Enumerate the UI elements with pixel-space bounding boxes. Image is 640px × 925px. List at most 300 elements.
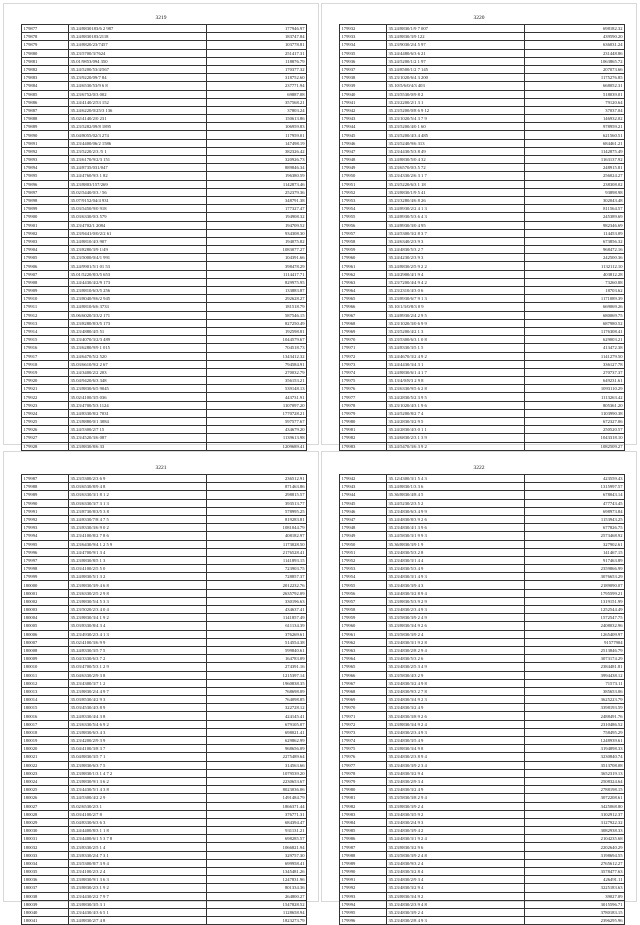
amount-cell: 114453.09 <box>525 229 625 237</box>
record-id-cell: 179908 <box>22 278 69 286</box>
reference-code-cell: 35.23/6280/9/9 1 015 <box>69 344 207 352</box>
amount-cell: 684461.21 <box>525 139 625 147</box>
table-row <box>22 295 307 303</box>
record-id-cell: 179911 <box>22 303 69 311</box>
reference-code-cell: 35.23/4830/2/4 9 3 <box>387 818 525 826</box>
reference-code-cell: 35.03/4100/2/5 5 0 <box>69 565 207 573</box>
table-row <box>340 532 625 540</box>
record-id-cell: 179923 <box>22 401 69 409</box>
reference-code-cell: 35.23/3280/4/6 8 26 <box>387 196 525 204</box>
amount-cell: 698021.41 <box>207 728 307 736</box>
record-id-cell: 179948 <box>340 524 387 532</box>
reference-code-cell: 35.23/8040/9/6/2 945 <box>69 295 207 303</box>
reference-code-cell: 35.24/4830/5/3 2 7 <box>387 246 525 254</box>
table-row <box>22 196 307 204</box>
reference-code-cell: 35.02/4100/3/6 9 9 <box>69 638 207 646</box>
amount-cell: 147498.19 <box>207 139 307 147</box>
table-row <box>340 777 625 785</box>
table-row <box>22 884 307 892</box>
record-id-cell: 180006 <box>22 630 69 638</box>
record-id-cell: 179983 <box>340 442 387 450</box>
reference-code-cell: 35.23/8280/8/3/5 173 <box>69 319 207 327</box>
record-id-cell: 179951 <box>340 548 387 556</box>
reference-code-cell: 35.23/4830/3/2 9 4 <box>387 884 525 892</box>
record-id-cell: 180007 <box>22 638 69 646</box>
table-row <box>340 188 625 196</box>
reference-code-cell: 35.23/9030/2/4 5 97 <box>387 41 525 49</box>
table-row <box>340 638 625 646</box>
table-row <box>22 908 307 916</box>
reference-code-cell: 35.24/9901/5/1 01 53 <box>69 262 207 270</box>
amount-cell: 672327.06 <box>525 418 625 426</box>
table-row <box>22 49 307 57</box>
table-row <box>22 360 307 368</box>
reference-code-cell: 35.23/8830/6/3 4 3 <box>69 728 207 736</box>
record-id-cell: 179913 <box>22 319 69 327</box>
table-row <box>22 524 307 532</box>
amount-cell: 408182.97 <box>207 532 307 540</box>
table-row <box>340 671 625 679</box>
table-row <box>340 123 625 131</box>
record-id-cell: 179962 <box>340 270 387 278</box>
amount-cell: 1081044.79 <box>207 524 307 532</box>
record-id-cell: 180020 <box>22 745 69 753</box>
reference-code-cell: 35.04/9420/6/3 348 <box>69 377 207 385</box>
reference-code-cell: 35.23/8830/5/3 9 2 9 <box>387 597 525 605</box>
record-id-cell: 179921 <box>22 385 69 393</box>
record-id-cell: 180040 <box>22 908 69 916</box>
amount-cell: 811564.57 <box>525 205 625 213</box>
reference-code-cell: 35.24/2830/4/3 0 1 1 <box>387 426 525 434</box>
record-id-cell: 179899 <box>22 205 69 213</box>
reference-code-cell: 35.24/8330/3/5 1 5 <box>387 344 525 352</box>
record-id-cell: 180013 <box>22 687 69 695</box>
record-id-cell: 179975 <box>340 377 387 385</box>
reference-code-cell: 35.04/6330/2/9 3 8 <box>69 671 207 679</box>
reference-code-cell: 35.23/4430/5/1 4 3 8 <box>69 786 207 794</box>
record-id-cell: 179977 <box>340 393 387 401</box>
reference-code-cell: 35.23/8830/3/4 9 2 6 <box>387 622 525 630</box>
reference-code-cell: 35.23/8330/2/4 7 3 1 <box>69 851 207 859</box>
record-id-cell: 180035 <box>22 868 69 876</box>
amount-cell: 1139613.98 <box>207 434 307 442</box>
record-id-cell: 179879 <box>22 41 69 49</box>
record-id-cell: 179885 <box>22 90 69 98</box>
reference-code-cell: 35.23/4430/2/2 7 9 7 <box>69 892 207 900</box>
record-id-cell: 179943 <box>340 115 387 123</box>
record-id-cell: 180027 <box>22 802 69 810</box>
reference-code-cell: 35.23/8830/3/9 4 6 8 <box>69 581 207 589</box>
reference-code-cell: 35.23/8830/6/3 7 5 <box>69 761 207 769</box>
table-row <box>340 728 625 736</box>
table-row <box>22 311 307 319</box>
record-id-cell: 179958 <box>340 237 387 245</box>
amount-cell: 1043318.10 <box>525 434 625 442</box>
reference-code-cell: 35.23/7200/4/4 9 4 2 <box>387 278 525 286</box>
reference-code-cell: 35.03/6330/0/3 579 <box>69 213 207 221</box>
amount-cell: 698973.84 <box>525 507 625 515</box>
amount-cell: 819283.81 <box>207 515 307 523</box>
record-id-cell: 179918 <box>22 360 69 368</box>
reference-code-cell: 35.23/1020/6/4 3 200 <box>387 74 525 82</box>
record-id-cell: 179979 <box>340 409 387 417</box>
amount-cell: 177946.97 <box>207 25 307 33</box>
record-id-cell: 179952 <box>340 188 387 196</box>
amount-cell: 237771.94 <box>207 82 307 90</box>
table-row <box>22 646 307 654</box>
reference-code-cell: 35.24/6830/2/3 1 3 9 <box>387 434 525 442</box>
reference-code-cell: 35.24/8735/031/047 <box>69 164 207 172</box>
amount-cell: 426491.11 <box>525 876 625 884</box>
record-id-cell: 179969 <box>340 327 387 335</box>
record-id-cell: 179997 <box>22 556 69 564</box>
table-row <box>340 385 625 393</box>
record-id-cell: 179936 <box>340 57 387 65</box>
reference-code-cell: 35.23/8830/3/4 9 2 4 <box>387 720 525 728</box>
reference-code-cell: 35.23/4830/3/1 4 4 <box>387 556 525 564</box>
table-row <box>340 810 625 818</box>
record-id-cell: 180041 <box>22 917 69 925</box>
table-row <box>340 589 625 597</box>
data-table <box>339 24 625 475</box>
table-row <box>340 540 625 548</box>
table-row <box>340 524 625 532</box>
table-row <box>22 352 307 360</box>
record-id-cell: 179944 <box>340 491 387 499</box>
amount-cell: 968472.16 <box>525 246 625 254</box>
amount-cell: 827250.49 <box>207 319 307 327</box>
reference-code-cell: 35.23/6330/2/5 2 9 8 <box>69 589 207 597</box>
table-row <box>340 115 625 123</box>
amount-cell: 170377.32 <box>207 65 307 73</box>
amount-cell: 2513846.79 <box>525 646 625 654</box>
table-row <box>22 638 307 646</box>
table-row <box>340 622 625 630</box>
amount-cell: 146932.02 <box>525 115 625 123</box>
table-row <box>22 671 307 679</box>
amount-cell: 2788198.15 <box>525 786 625 794</box>
reference-code-cell: 35.23/6170/9/2/3 151 <box>69 156 207 164</box>
record-id-cell: 180039 <box>22 900 69 908</box>
record-id-cell: 179975 <box>340 745 387 753</box>
amount-cell: 1141857.49 <box>207 614 307 622</box>
record-id-cell: 179895 <box>22 172 69 180</box>
record-id-cell: 179992 <box>22 515 69 523</box>
record-id-cell: 179990 <box>22 499 69 507</box>
table-row <box>340 196 625 204</box>
amount-cell: 320926.73 <box>207 156 307 164</box>
table-row <box>22 589 307 597</box>
table-row <box>22 336 307 344</box>
table-row <box>340 884 625 892</box>
amount-cell: 1103990.38 <box>525 409 625 417</box>
amount-cell: 327902.61 <box>525 540 625 548</box>
amount-cell: 1343412.32 <box>207 352 307 360</box>
page-3219 <box>4 4 318 449</box>
amount-cell: 1066821.94 <box>207 843 307 851</box>
record-id-cell: 179967 <box>340 311 387 319</box>
amount-cell: 376269.61 <box>207 630 307 638</box>
record-id-cell: 179957 <box>340 597 387 605</box>
reference-code-cell: 35.23/5020/2/3 4 0 4 <box>69 606 207 614</box>
reference-code-cell: 35.23/4830/2/8 2 9 4 <box>387 646 525 654</box>
table-row <box>340 418 625 426</box>
table-row <box>22 106 307 114</box>
page-number: 3219 <box>155 15 167 21</box>
record-id-cell: 179996 <box>340 917 387 925</box>
reference-code-cell: 35.04/3330/6/3 7 2 <box>69 655 207 663</box>
table-row <box>22 319 307 327</box>
record-id-cell: 180037 <box>22 884 69 892</box>
amount-cell: 73260.88 <box>525 278 625 286</box>
table-row <box>22 442 307 450</box>
reference-code-cell: 35.02/4140/2/0 231 <box>69 115 207 123</box>
amount-cell: 629003.21 <box>525 336 625 344</box>
record-id-cell: 179973 <box>340 728 387 736</box>
record-id-cell: 179982 <box>340 434 387 442</box>
record-id-cell: 179932 <box>340 25 387 33</box>
record-id-cell: 179960 <box>340 254 387 262</box>
reference-code-cell: 35.23/5240/9/6 313 <box>387 139 525 147</box>
amount-cell: 336127.78 <box>525 360 625 368</box>
record-id-cell: 180001 <box>22 589 69 597</box>
amount-cell: 330196.63 <box>207 597 307 605</box>
reference-code-cell: 35.23/4830/3/9 4 3 <box>387 581 525 589</box>
reference-code-cell: 35.23/4830/3/9 4 2 <box>387 827 525 835</box>
record-id-cell: 179994 <box>22 532 69 540</box>
record-id-cell: 180002 <box>22 597 69 605</box>
record-id-cell: 179998 <box>22 565 69 573</box>
amount-cell: 2230653.67 <box>207 777 307 785</box>
reference-code-cell: 35.24/8830183/2118 <box>69 33 207 41</box>
record-id-cell: 179947 <box>340 515 387 523</box>
table-row <box>340 426 625 434</box>
record-id-cell: 180022 <box>22 761 69 769</box>
record-id-cell: 179963 <box>340 646 387 654</box>
amount-cell: 1823273.79 <box>207 917 307 925</box>
reference-code-cell: 35.23/4830/3/9 2 4 <box>387 908 525 916</box>
reference-code-cell: 35.23/8280/3/9 1/49 <box>69 246 207 254</box>
amount-cell: 704518.73 <box>207 344 307 352</box>
table-row <box>22 655 307 663</box>
table-row <box>340 278 625 286</box>
table-row <box>22 213 307 221</box>
amount-cell: 181518.79 <box>207 303 307 311</box>
table-row <box>340 237 625 245</box>
record-id-cell: 179902 <box>22 229 69 237</box>
table-row <box>340 843 625 851</box>
record-id-cell: 179878 <box>22 33 69 41</box>
table-row <box>340 908 625 916</box>
reference-code-cell: 35.23/4100/2/3 2 4 <box>69 868 207 876</box>
reference-code-cell: 35.24/5230/2/3 5 2 <box>387 499 525 507</box>
amount-cell: 150613.86 <box>207 115 307 123</box>
table-row <box>340 827 625 835</box>
data-table <box>21 474 307 925</box>
reference-code-cell: 35.24/8830/6/1 4 1 7 <box>387 368 525 376</box>
reference-code-cell: 35.23/4830/2/8 4 9 3 <box>387 917 525 925</box>
reference-code-cell: 35.24/8930/3/0 4 95 <box>387 221 525 229</box>
table-row <box>22 696 307 704</box>
amount-cell: 3082938.33 <box>525 827 625 835</box>
table-row <box>340 646 625 654</box>
reference-code-cell: 35.23/4830/3/8 9 2 6 <box>387 712 525 720</box>
table-row <box>340 556 625 564</box>
record-id-cell: 179928 <box>22 442 69 450</box>
amount-cell: 678043.14 <box>525 491 625 499</box>
amount-cell: 106959.83 <box>207 123 307 131</box>
amount-cell: 3994438.12 <box>525 671 625 679</box>
reference-code-cell: 35.24/5300/2/7 15 <box>69 426 207 434</box>
table-row <box>340 818 625 826</box>
reference-code-cell: 35.24/4830/3/2 8 9 4 <box>387 589 525 597</box>
table-row <box>22 237 307 245</box>
reference-code-cell: 35.03/8330/8/4 3 4 <box>69 622 207 630</box>
record-id-cell: 179948 <box>340 156 387 164</box>
amount-cell: 270032.79 <box>207 368 307 376</box>
record-id-cell: 179993 <box>340 892 387 900</box>
table-row <box>340 262 625 270</box>
record-id-cell: 179949 <box>340 164 387 172</box>
table-row <box>340 147 625 155</box>
reference-code-cell: 35.24/5200/1/2 1 97 <box>387 57 525 65</box>
reference-code-cell: 35.10/1/3/0/8/3 0 9 <box>387 303 525 311</box>
table-row <box>22 597 307 605</box>
record-id-cell: 179999 <box>22 573 69 581</box>
amount-cell: 1252544.49 <box>525 606 625 614</box>
record-id-cell: 180024 <box>22 777 69 785</box>
record-id-cell: 179981 <box>340 794 387 802</box>
reference-code-cell: 35.23/4830/2/9 3 4 <box>387 876 525 884</box>
record-id-cell: 179888 <box>22 115 69 123</box>
table-row <box>22 418 307 426</box>
reference-code-cell: 35.04/8055/02/3 274 <box>69 131 207 139</box>
amount-cell: 2508324.64 <box>525 777 625 785</box>
record-id-cell: 179945 <box>340 499 387 507</box>
reference-code-cell: 35.24/4830/3/1 9 2 4 <box>387 835 525 843</box>
amount-cell: 264800.27 <box>207 892 307 900</box>
amount-cell: 968656.09 <box>207 745 307 753</box>
reference-code-cell: 35.02/6530/2/3 1 <box>69 802 207 810</box>
table-row <box>22 859 307 867</box>
record-id-cell: 179915 <box>22 336 69 344</box>
amount-cell: 236512.91 <box>207 475 307 483</box>
amount-cell: 1315997.57 <box>525 483 625 491</box>
reference-code-cell: 35.24/8830/5/0 4 32 <box>387 156 525 164</box>
table-row <box>340 360 625 368</box>
record-id-cell: 179954 <box>340 205 387 213</box>
record-id-cell: 179910 <box>22 295 69 303</box>
amount-cell: 133883.87 <box>207 287 307 295</box>
table-row <box>340 597 625 605</box>
record-id-cell: 179992 <box>340 884 387 892</box>
table-row <box>22 262 307 270</box>
record-id-cell: 179962 <box>340 638 387 646</box>
reference-code-cell: 35.24/8830/1/9 7 007 <box>387 25 525 33</box>
record-id-cell: 179953 <box>340 196 387 204</box>
reference-code-cell: 35.23/4702/1 2084 <box>69 221 207 229</box>
reference-code-cell: 35.23/5220/6/3 1 18 <box>387 180 525 188</box>
amount-cell: 3015596.71 <box>525 900 625 908</box>
table-row <box>22 287 307 295</box>
record-id-cell: 179961 <box>340 262 387 270</box>
amount-cell: 1163137.92 <box>525 156 625 164</box>
amount-cell: 79120.64 <box>525 98 625 106</box>
reference-code-cell: 35.24/8830/1/3 3 6 <box>387 483 525 491</box>
amount-cell: 103778.81 <box>207 41 307 49</box>
table-row <box>22 172 307 180</box>
table-row <box>340 900 625 908</box>
amount-cell: 982346.69 <box>525 221 625 229</box>
reference-code-cell: 35.23/5282/09/8 1895 <box>69 123 207 131</box>
amount-cell: 629862.99 <box>207 737 307 745</box>
table-row <box>22 745 307 753</box>
amount-cell: 69887.08 <box>207 90 307 98</box>
reference-code-cell: 35.24/5200/53/4/567 <box>69 65 207 73</box>
amount-cell: 1141279.50 <box>525 352 625 360</box>
amount-cell: 1132112.10 <box>525 262 625 270</box>
reference-code-cell: 35.10/5/6/0/4/3 403 <box>387 82 525 90</box>
table-row <box>22 622 307 630</box>
record-id-cell: 179955 <box>340 213 387 221</box>
table-row <box>22 139 307 147</box>
table-row <box>22 687 307 695</box>
record-id-cell: 179914 <box>22 327 69 335</box>
record-id-cell: 179980 <box>340 786 387 794</box>
reference-code-cell: 35.24/4760/9/3 1 82 <box>69 172 207 180</box>
reference-code-cell: 35.24/6530/53/9 6 8 <box>69 82 207 90</box>
reference-code-cell: 35.23/4070/3/2/3 489 <box>69 336 207 344</box>
amount-cell: 1079539.20 <box>207 769 307 777</box>
record-id-cell: 179996 <box>22 548 69 556</box>
amount-cell: 2202640.29 <box>525 843 625 851</box>
amount-cell: 164783.09 <box>207 655 307 663</box>
amount-cell: 2765612.27 <box>525 859 625 867</box>
table-row <box>22 303 307 311</box>
table-row <box>340 82 625 90</box>
record-id-cell: 179891 <box>22 139 69 147</box>
amount-cell: 382326.42 <box>207 147 307 155</box>
amount-cell: 117959.01 <box>207 131 307 139</box>
reference-code-cell: 35.23/4400/6/1 5 3 7 8 <box>69 835 207 843</box>
table-row <box>22 344 307 352</box>
amount-cell: 403812.28 <box>525 270 625 278</box>
table-row <box>22 254 307 262</box>
record-id-cell: 179893 <box>22 156 69 164</box>
record-id-cell: 179964 <box>340 287 387 295</box>
amount-cell: 424145.41 <box>207 712 307 720</box>
table-row <box>340 794 625 802</box>
amount-cell: 194709.52 <box>207 221 307 229</box>
amount-cell: 723903.75 <box>207 565 307 573</box>
record-id-cell: 179942 <box>340 106 387 114</box>
amount-cell: 39027.09 <box>525 892 625 900</box>
record-id-cell: 179933 <box>340 33 387 41</box>
table-row <box>22 82 307 90</box>
reference-code-cell: 35.23/8830/6/5 9045 <box>69 385 207 393</box>
reference-code-cell: 35.23/5200/4/3 4 485 <box>387 131 525 139</box>
table-row <box>22 164 307 172</box>
amount-cell: 3073174.29 <box>525 655 625 663</box>
amount-cell: 385653.06 <box>525 687 625 695</box>
table-row <box>22 630 307 638</box>
page-number: 3221 <box>155 465 167 471</box>
reference-code-cell: 35.23/4830/3/9 2 3 4 <box>387 761 525 769</box>
reference-code-cell: 35.23/5700/3/7624 <box>69 49 207 57</box>
table-row <box>22 483 307 491</box>
amount-cell: 37037.04 <box>525 106 625 114</box>
amount-cell: 1176308.41 <box>525 327 625 335</box>
